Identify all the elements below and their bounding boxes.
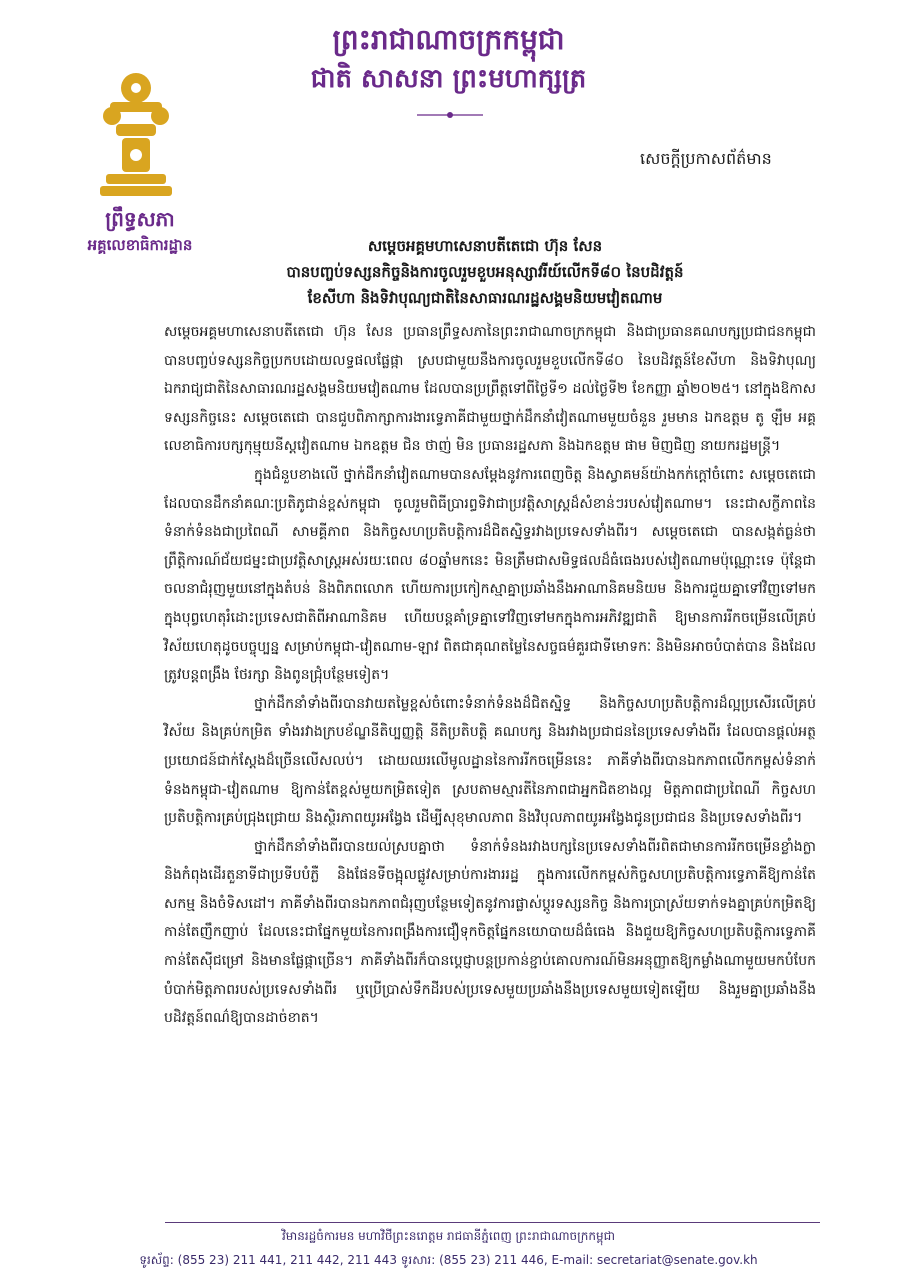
national-motto: ជាតិ សាសនា ព្រះមហាក្សត្រ (310, 64, 587, 94)
body-paragraph-4: ថ្នាក់ដឹកនាំទាំងពីរបានយល់ស្របគ្នាថា ទំនាក់ទំនងរវាងបក្សនៃប្រទេសទាំងពីរពិតជាមានការរីកចម្រើនខ្លាំងក្លា និងកំពុងដើរតួនាទីជាប្រទីបបំភ្លឺ និងផែនទីចង្អុលផ្លូវសម្រាប់ការងាររដ្ឋ ក្នុងការលើកកម្ពស់កិច្ចសហប្រតិបត្តិការទ្វេភាគីឱ្យកាន់តែសកម្ម និងចំទិសដៅ។ ភាគីទាំងពីរបានឯកភាពជំរុញបន្ថែមទៀតនូវការផ្លាស់ប្តូរទស្សនកិច្ច និងការប្រាស្រ័យទាក់ទងគ្នាគ្រប់កម្រិតឱ្យកាន់តែញឹកញាប់ ដែលនេះជាផ្នែកមួយនៃការពង្រឹងការជឿទុកចិត្តផ្នែកនយោបាយដ៏ធំធេង និងជួយឱ្យកិច្ចសហប្រតិបត្តិការទ្វេភាគីកាន់តែស៊ីជម្រៅ និងមានផ្លែផ្កាច្រើន។ ភាគីទាំងពីរក៏បានប្តេជ្ញាបន្តប្រកាន់ខ្ជាប់គោលការណ៍មិនអនុញ្ញាតឱ្យកម្លាំងណាមួយមកបំបែកបំបាក់មិត្តភាពរបស់ប្រទេសទាំងពីរ ឬប្រើប្រាស់ទឹកដីរបស់ប្រទេសមួយប្រឆាំងនឹងប្រទេសមួយទៀតឡើយ និងរួមគ្នាប្រឆាំងនឹងបដិវត្តន៍ពណ៌ឱ្យបានដាច់ខាត។ (164, 838, 816, 1027)
senate-name: ព្រឹទ្ធសភា (105, 207, 175, 231)
footer-address: វិមានរដ្ឋចំការមន មហាវិថីព្រះនរោត្តម រាជធានីភ្នំពេញ ព្រះរាជាណាចក្រកម្ពុជា (281, 1229, 615, 1243)
press-body (164, 318, 816, 1033)
body-paragraph-2: ក្នុងជំនួបខាងលើ ថ្នាក់ដឹកនាំវៀតណាមបានសម្តែងនូវការពេញចិត្ត និងស្វាគមន៍យ៉ាងកក់ក្តៅចំពោះ សម្តេចតេជោ ដែលបានដឹកនាំគណៈប្រតិភូជាន់ខ្ពស់កម្ពុជា ចូលរួមពិធីប្រារព្ធទិវាជាប្រវត្តិសាស្ត្រដ៏សំខាន់ៗរបស់វៀតណាម។ នេះជាសក្ខីភាពនៃទំនាក់ទំនងជាប្រពៃណី សាមគ្គីភាព និងកិច្ចសហប្រតិបត្តិការដ៏ជិតស្និទ្ធរវាងប្រទេសទាំងពីរ។ សម្តេចតេជោ បានសង្កត់ធ្ងន់ថា ព្រឹត្តិការណ៍ជ័យជម្នះជាប្រវត្តិសាស្ត្រអស់រយៈពេល ៨០ឆ្នាំមកនេះ មិនត្រឹមជាសមិទ្ធផលដ៏ធំធេងរបស់វៀតណាមប៉ុណ្ណោះទេ ប៉ុន្តែជាចលនាជំរុញមួយនៅក្នុងតំបន់ និងពិភពលោក ហើយការប្រកៀកស្មាគ្នាប្រឆាំងនឹងអាណានិគមនិយម និងការជួយគ្នាទៅវិញទៅមក ក្នុងបុព្វហេតុរំដោះប្រទេសជាតិពីអាណានិគម ហើយបន្តគាំទ្រគ្នាទៅវិញទៅមកក្នុងការអភិវឌ្ឍជាតិ ឱ្យមានការរីកចម្រើនលើគ្រប់វិស័យហេតុដូចបច្ចុប្បន្ន សម្រាប់កម្ពុជា-វៀតណាម-ឡាវ ពិតជាគុណតម្លៃនៃសច្ចធម៌គួរជាទីមោទកៈ និងមិនអាចបំបាត់បាន និងដែលត្រូវបន្តពង្រឹង ថែរក្សា និងពូនជ្រុំបន្ថែមទៀត។ (164, 466, 816, 684)
senate-emblem-icon (96, 68, 176, 200)
title-line-2: បានបញ្ចប់ទស្សនកិច្ចនិងការចូលរួមខួបអនុស្សាវរីយ៍លើកទី៨០ នៃបដិវត្តន៍ (286, 263, 684, 281)
press-release-label: សេចក្តីប្រកាសព័ត៌មាន (640, 149, 772, 168)
title-line-1: សម្តេចអគ្គមហាសេនាបតីតេជោ ហ៊ុន សែន (367, 237, 603, 255)
footer-contact: ទូរស័ព្ទ: (855 23) 211 441, 211 442, 211 443 ទូរសារ: (855 23) 211 446, E-mail: secretariat@senate.gov.kh (139, 1253, 758, 1267)
press-title (150, 233, 820, 311)
body-paragraph-3: ថ្នាក់ដឹកនាំទាំងពីរបានវាយតម្លៃខ្ពស់ចំពោះទំនាក់ទំនងដ៏ជិតស្និទ្ធ និងកិច្ចសហប្រតិបត្តិការដ៏ល្អប្រសើរលើគ្រប់វិស័យ និងគ្រប់កម្រិត ទាំងរវាងក្របខ័ណ្ឌនីតិប្បញ្ញត្តិ នីតិប្រតិបត្តិ គណបក្ស និងរវាងប្រជាជននៃប្រទេសទាំងពីរ ដែលបានផ្តល់អត្ថប្រយោជន៍ជាក់ស្តែងដ៏ច្រើនលើសលប់។ ដោយឈរលើមូលដ្ឋាននៃការរីកចម្រើននេះ ភាគីទាំងពីរបានឯកភាពលើកកម្ពស់ទំនាក់ទំនងកម្ពុជា-វៀតណាម ឱ្យកាន់តែខ្ពស់មួយកម្រិតទៀត ស្របតាមស្មារតីនៃភាពជាអ្នកជិតខាងល្អ មិត្តភាពជាប្រពៃណី កិច្ចសហប្រតិបត្តិការគ្រប់ជ្រុងជ្រោយ និងស្ថិរភាពយូរអង្វែង ដើម្បីសុខុមាលភាព និងវិបុលភាពយូរអង្វែងជូនប្រជាជន និងប្រទេសទាំងពីរ។ (164, 695, 816, 827)
body-paragraph-1: សម្តេចអគ្គមហាសេនាបតីតេជោ ហ៊ុន សែន ប្រធានព្រឹទ្ធសភានៃព្រះរាជាណាចក្រកម្ពុជា និងជាប្រធានគណបក្សប្រជាជនកម្ពុជា បានបញ្ចប់ទស្សនកិច្ចប្រកបដោយលទ្ធផលផ្លែផ្កា ស្របជាមួយនឹងការចូលរួមខួបលើកទី៨០ នៃបដិវត្តន៍ខែសីហា និងទិវាបុណ្យឯករាជ្យជាតិនៃសាធារណរដ្ឋសង្គមនិយមវៀតណាម ដែលបានប្រព្រឹត្តទៅពីថ្ងៃទី១ ដល់ថ្ងៃទី២ ខែកញ្ញា ឆ្នាំ២០២៥។ នៅក្នុងឱកាសទស្សនកិច្ចនេះ សម្តេចតេជោ បានជួបពិភាក្សាការងារទ្វេភាគីជាមួយថ្នាក់ដឹកនាំវៀតណាមមួយចំនួន រួមមាន ឯកឧត្តម តូ ឡឹម អគ្គលេខាធិការបក្សកុម្មុយនីស្តវៀតណាម ឯកឧត្តម ជិន ថាញ់ មិន ប្រធានរដ្ឋសភា និងឯកឧត្តម ផាម មិញជិញ នាយករដ្ឋមន្ត្រី។ (164, 324, 816, 455)
kingdom-title: ព្រះរាជាណាចក្រកម្ពុជា (332, 23, 565, 56)
ornament-divider-icon (415, 108, 485, 122)
footer-divider (165, 1222, 820, 1223)
title-line-3: ខែសីហា និងទិវាបុណ្យជាតិនៃសាធារណរដ្ឋសង្គមនិយមវៀតណាម (307, 289, 663, 307)
secretariat-name: អគ្គលេខាធិការដ្ឋាន (87, 236, 193, 254)
